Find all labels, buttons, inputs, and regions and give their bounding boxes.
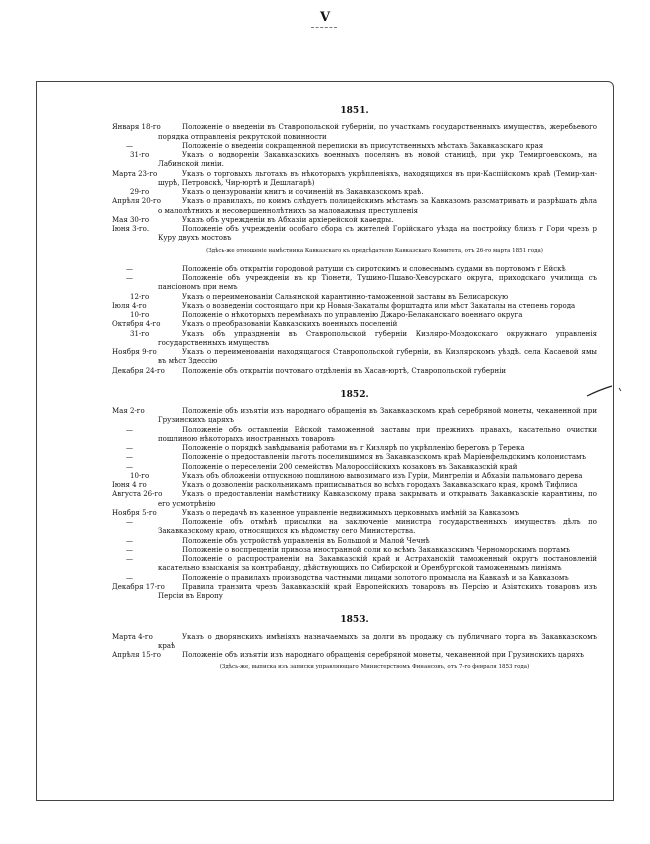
entry-text: Указъ объ упраздненіи въ Ставропольской губерніи Кизляро-Моздокскаго окружнаго управленія государственныхъ имуществъ [158,329,597,347]
section-gap [112,601,597,613]
list-item [112,518,597,537]
list-item [112,302,597,311]
list-item [112,407,597,426]
entry-date: Января 18-го [112,123,161,132]
list-item [112,265,597,274]
list-item [112,633,597,652]
list-item [112,320,597,329]
entry-text: Положеніе о правилахъ производства частными лицами золотого промысла на Кавказѣ и за Кавказомъ [182,573,569,582]
list-item [112,142,597,151]
list-item [112,651,597,660]
list-item [112,330,597,349]
entry-text: Положеніе о порядкѣ завѣдыванія работами въ г Кизлярѣ по укрѣпленію береговъ р Терека [182,444,525,452]
list-item [112,463,597,472]
list-item [112,481,597,490]
entry-date: Апрѣля 15-го [112,651,161,659]
entry-date: Августа 26-го [112,490,163,499]
entry-date: Іюля 4-го [112,301,147,310]
entry-text: Указъ о возведеніи состоящаго при кр Новыя-Закаталы форштадта или мѣст Закаталы на степень города [182,301,576,310]
entry-text: Правила транзита чрезъ Закавказскій край Европейскихъ товаровъ въ Персію и Азіятскихъ товаровъ изъ Персіи въ Европу [158,582,597,600]
list-item [112,472,597,481]
entry-date: Ноября 9-го [112,348,157,356]
chronology-list [112,104,597,682]
section-gap [112,376,597,388]
entry-date: 10-го [130,311,150,319]
year-heading: 1852. [340,389,369,400]
entry-date: 10-го [130,471,150,480]
entry-date: 12-го [130,292,150,301]
list-item [112,574,597,583]
list-item [112,151,597,170]
page-number-rule [311,27,337,28]
list-item [112,293,597,302]
entry-text: Указъ о предоставленіи намѣстнику Кавказскому права закрывать и открывать Закавказскіе карантины, по его усмотрѣнію [158,490,597,508]
entry-text: Положеніе о введеніи сокращенной переписки въ присутственныхъ мѣстахъ Закавказскаго края [182,141,544,150]
entry-date: — [126,462,133,471]
entry-date: 29-го [130,188,150,196]
entry-date: — [126,141,133,150]
entry-date: — [126,573,133,582]
entry-date: — [126,536,133,545]
list-item [112,348,597,367]
list-item [112,426,597,445]
list-item [112,188,597,197]
entry-date: — [126,555,133,563]
entry-text: Положеніе о распространеніи на Закавказскій край и Астраханскій таможенный округъ постановленій касательно взысканія за контрабанду, дѣйствующихъ по Сибирской и Оренбургской таможеннымъ линіямъ [158,555,597,573]
entry-date: Іюня 4 го [112,481,147,489]
entry-date: Ноября 5-го [112,508,157,517]
entry-text: Указъ объ учрежденіи въ Абхазіи архіерейской каѳедры. [182,215,394,224]
entry-text: Положеніе объ отмѣнѣ присылки на заключеніе министра государственныхъ имуществъ дѣлъ по Закавказскому краю, относящихся къ вѣдомству сего Министерства. [158,518,597,536]
entry-text: Указъ о дворянскихъ имѣніяхъ назначаемыхъ за долги въ продажу съ публичнаго торга въ Закавказскомъ краѣ [158,632,597,650]
list-item [112,225,597,244]
entry-date: 31-го [130,329,150,338]
entry-date: — [126,545,133,554]
entry-date: — [126,444,133,452]
entry-text: Положеніе о предоставленіи льготъ поселившимся въ Закавказскомъ краѣ Маріенфельдскимъ колонистамъ [182,453,586,462]
list-item [112,216,597,225]
list-item [112,123,597,142]
entry-date: Іюня 3-го. [112,225,150,233]
entry-text: Указъ объ обложеніи отпускною пошлиною вывозимаго изъ Гуріи, Мингреліи и Абхазіи пальмоваго дерева [182,471,583,480]
entry-text: Указъ о переименованіи находящагося Ставропольской губерніи, въ Кизлярскомъ уѣздѣ. села Касаевой ямы въ мѣст Здессію [158,348,597,366]
list-item [112,555,597,574]
entry-date: Декабря 24-го [112,366,165,375]
entry-note: (Здѣсь-же отношеніе намѣстника Кавказскаго къ предсѣдателю Кавказскаго Комитета, отъ 26-го марта 1851 года) [206,247,543,254]
list-item [112,311,597,320]
entry-text: Положеніе о введеніи въ Ставропольской губерніи, по участкамъ государственныхъ имуществъ, жеребьевого порядка отправленія рекрутской повинности [158,123,597,141]
entry-date: Марта 23-го [112,169,158,178]
entry-text: Положеніе о переселеніи 200 семействъ Малороссійскихъ козаковъ въ Закавказскій край [182,462,518,471]
entry-text: Указъ о водвореніи Закавказскихъ военныхъ поселянъ въ новой станицѣ, при укр Темиргоевскомъ, на Лабинской линіи. [158,151,597,169]
year-heading: 1851. [340,106,369,116]
entry-text: Положеніе объ открытіи городовой ратуши съ сиротскимъ и словеснымъ судами въ портовомъ г Ейскѣ [182,264,566,273]
entry-text: Положеніе объ учрежденіи особаго сбора съ жителей Горійскаго уѣзда на постройку близъ г Гори чрезъ р Куру двухъ мостовъ [158,225,597,243]
entry-date: Октября 4-го [112,320,161,329]
entry-text: Указъ о торговыхъ льготахъ въ нѣкоторыхъ укрѣпленіяхъ, находящихся въ при-Каспійскомъ краѣ (Темир-хан-шурѣ, Петровскѣ, Чир-юртѣ и Дешлагарѣ) [158,169,597,187]
entry-date: — [126,274,133,282]
entry-text: Положеніе объ открытіи почтоваго отдѣленія въ Хасав-юртѣ, Ставропольской губерніи [182,366,507,375]
entry-text: Указъ о переименованіи Сальянской карантинно-таможенной заставы въ Белисарскую [182,292,509,301]
entry-text: Указъ о преобразованіи Кавказскихъ военныхъ поселеній [182,320,398,329]
entry-text: Положеніе объ оставленіи Ейской таможенной заставы при прежнихъ правахъ, касательно очистки пошлиною нѣкоторыхъ иностранныхъ товаровъ [158,425,597,443]
list-item [112,490,597,509]
entry-date: Мая 2-го [112,407,145,415]
entry-text: Положеніе объ изъятіи изъ народнаго обращенія въ Закавказскомъ краѣ серебряной монеты, чеканенной при Грузинскихъ царяхъ [158,407,597,425]
entry-text: Указъ о правилахъ, по коимъ слѣдуетъ полицейскимъ мѣстамъ за Кавказомъ разсматривать и разрѣшать дѣла о малолѣтнихъ и несовершеннолѣтнихъ за маловажныя преступленія [158,197,597,215]
entry-text: Указъ о передачѣ въ казенное управленіе недвижимыхъ церковныхъ имѣній за Кавказомъ [182,508,520,517]
entry-date: — [126,453,133,462]
entry-text: Положеніе объ устройствѣ управленія въ Большой и Малой Чечнѣ [182,536,430,545]
list-item [112,367,597,376]
entry-note: (Здѣсь-же, выписка изъ записки управляющаго Министерствомъ Финансовъ, отъ 7-го февраля 1853 года) [219,664,530,671]
entry-date: Апрѣля 20-го [112,197,161,206]
entry-text: Указъ о цензурованіи книгъ и сочиненій въ Закавказскомъ краѣ. [182,188,424,196]
list-item [112,537,597,546]
list-item [112,274,597,293]
list-item [112,509,597,518]
entry-date: Мая 30-го [112,215,150,224]
entry-text: Положеніе о воспрещеніи привоза иностранной соли ко всѣмъ Закавказскимъ Черноморскимъ портамъ [182,545,571,554]
list-item [112,583,597,602]
list-item [112,444,597,453]
entry-date: — [126,425,133,434]
entry-text: Положеніе объ изъятіи изъ народнаго обращенія серебряной монеты, чеканенной при Грузинскихъ царяхъ [182,651,585,659]
entry-date: — [126,518,133,526]
entry-date: 31-го [130,151,150,159]
entry-text: Положеніе объ учрежденіи въ кр Тіонети, Тушино-Пшаво-Хевсурскаго округа, приходскаго училища съ пансіономъ при немъ [158,274,597,292]
list-item [112,197,597,216]
list-item [112,546,597,555]
entry-text: Указъ о дозволеніи раскольникамъ приписываться во всѣхъ городахъ Закавказскаго края, кромѣ Тифлиса [182,481,578,489]
year-heading: 1853. [340,615,369,626]
entry-date: Декабря 17-го [112,582,165,591]
entry-date: — [126,264,133,273]
list-item [112,170,597,189]
page-number: V [319,10,331,25]
entry-date: Марта 4-го [112,632,153,641]
list-item [112,453,597,462]
entry-text: Положеніе о нѣкоторыхъ перемѣнахъ по управленію Джаро-Белаканскаго военнаго округа [182,311,523,319]
